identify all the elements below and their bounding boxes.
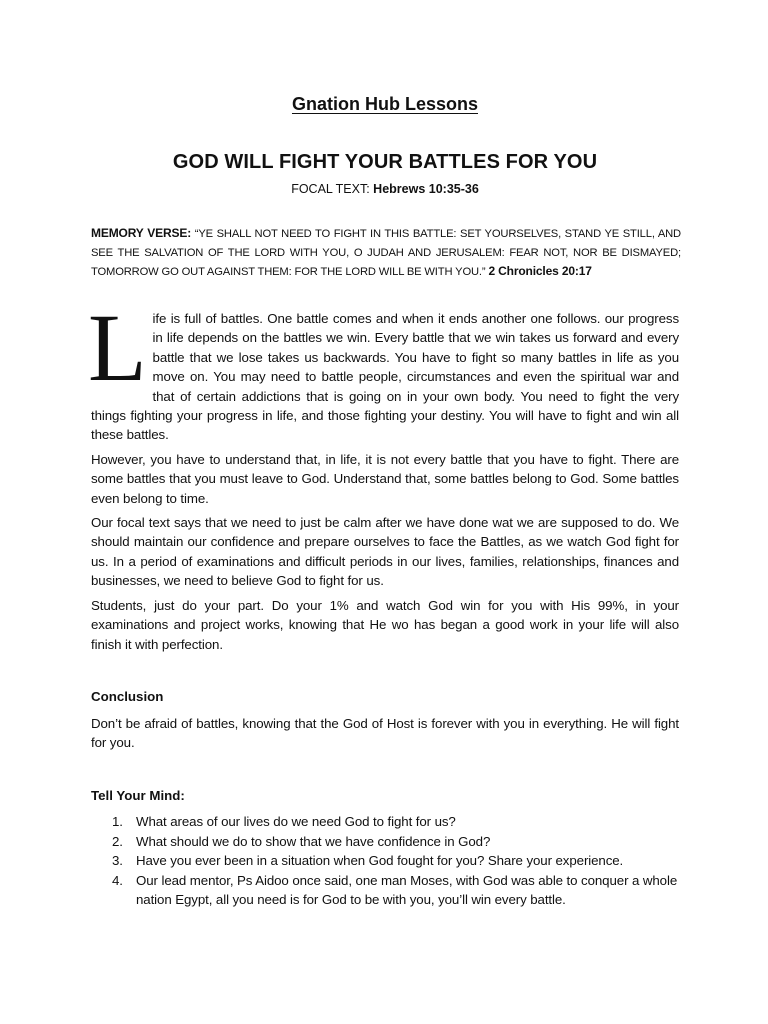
list-item-number: 3. <box>112 853 123 869</box>
paragraph-battles-belong-to-god: However, you have to understand that, in life, it is not every battle that you have to fight. There are some battles that you must leave to God. Understand that, some battles belong to God. Some battles even belong to time. <box>91 452 679 506</box>
list-item <box>91 832 679 852</box>
tell-your-mind-heading: Tell Your Mind: <box>91 788 185 803</box>
intro-paragraph-text: ife is full of battles. One battle comes and when it ends another one follows. our progress in life depends on the battles we win. Every battle that we win takes us forward and every battle that we lose takes us backwards. You have to fight so many battles in life as you move on. You may need to battle people, circumstances and even the spiritual war and that of certain addictions that is going on in your own body. You need to fight the very things fighting your progress in life, and those fighting your destiny. You will have to fight and win all these battles. <box>91 311 679 443</box>
list-item <box>91 851 679 871</box>
memory-verse <box>91 224 681 282</box>
list-item-number: 2. <box>112 833 123 849</box>
list-item-number: 4. <box>112 872 123 888</box>
memory-verse-text: “YE SHALL NOT NEED TO FIGHT IN THIS BATTLE: SET YOURSELVES, STAND YE STILL, AND SEE THE SALVATION OF THE LORD WITH YOU, O JUDAH AND JERUSALEM: FEAR NOT, NOR BE DISMAYED; TOMORROW GO OUT AGAINST THEM: FOR THE LORD WILL BE WITH YOU.” <box>91 228 681 278</box>
memory-verse-label: MEMORY VERSE: <box>91 226 192 240</box>
drop-cap: L <box>88 294 147 401</box>
list-item <box>91 871 679 910</box>
intro-paragraph <box>88 294 679 445</box>
memory-verse-reference: 2 Chronicles 20:17 <box>488 264 592 278</box>
conclusion-heading: Conclusion <box>91 689 164 704</box>
paragraph-students: Students, just do your part. Do your 1% and watch God win for you with His 99%, in your examinations and project works, knowing that He wo has began a good work in your life will also finish it with perfection. <box>91 598 679 652</box>
list-item <box>91 812 679 832</box>
list-item-text: What should we do to show that we have confidence in God? <box>136 833 491 849</box>
paragraph-focal-text: Our focal text says that we need to just be calm after we have done wat we are supposed to do. We should maintain our confidence and prepare ourselves to face the Battles, as we watch God fight for us. In a period of examinations and difficult periods in our lives, families, relationships, finances and businesses, we need to believe God to fight for us. <box>91 515 679 589</box>
lesson-title: GOD WILL FIGHT YOUR BATTLES FOR YOU <box>172 151 598 173</box>
focal-label: FOCAL TEXT: <box>291 182 370 196</box>
list-item-text: Our lead mentor, Ps Aidoo once said, one man Moses, with God was able to conquer a whole nation Egypt, all you need is for God to be with you, you’ll win every battle. <box>136 872 678 908</box>
focal-text-line <box>91 182 679 196</box>
list-item-text: Have you ever been in a situation when God fought for you? Share your experience. <box>136 853 624 869</box>
focal-reference: Hebrews 10:35-36 <box>373 182 479 196</box>
list-item-text: What areas of our lives do we need God to fight for us? <box>136 814 456 829</box>
site-title <box>91 94 679 115</box>
conclusion-text: Don’t be afraid of battles, knowing that the God of Host is forever with you in everything. He will fight for you. <box>91 716 679 751</box>
site-title-text: Gnation Hub Lessons <box>291 94 478 114</box>
questions-list <box>91 812 679 910</box>
list-item-number: 1. <box>112 814 123 829</box>
